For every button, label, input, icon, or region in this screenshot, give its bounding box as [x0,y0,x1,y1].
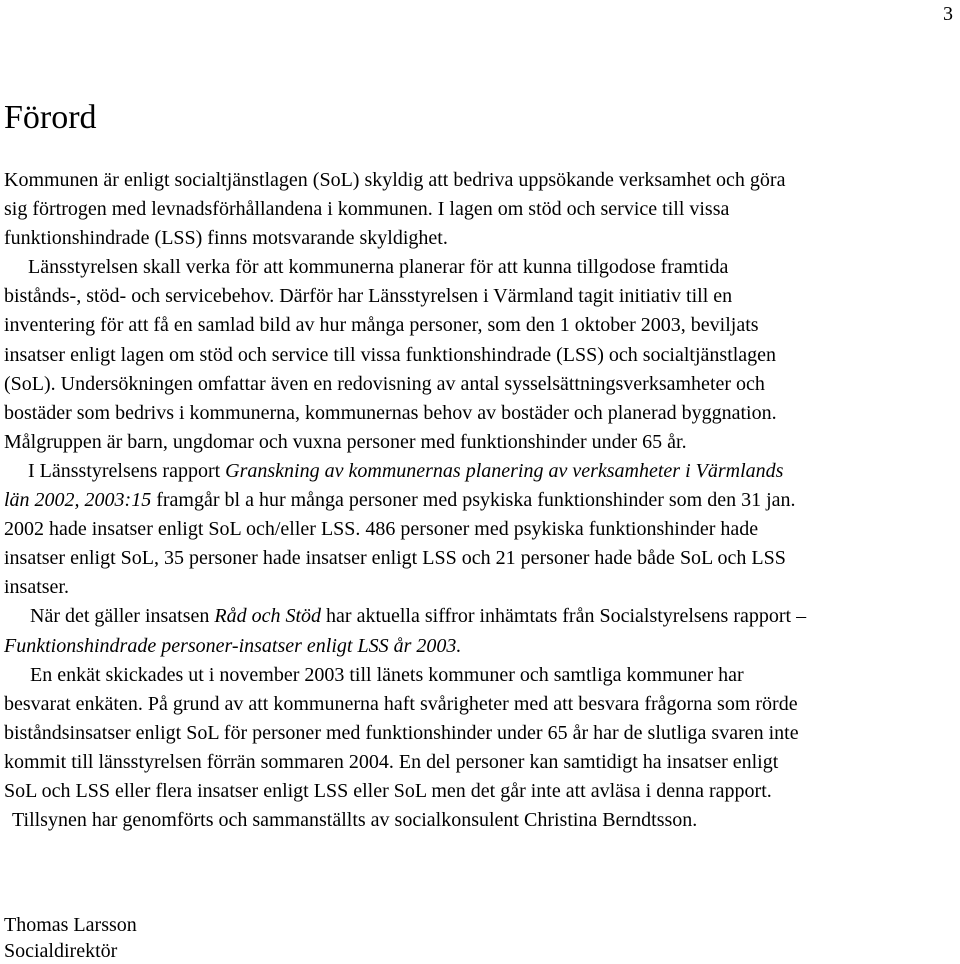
signature-role: Socialdirektör [4,940,118,962]
text-line: En enkät skickades ut i november 2003 till länets kommuner och samtliga kommuner har [30,663,744,686]
text-line: bostäder som bedrivs i kommunerna, kommunernas behov av bostäder och planerad byggnation. [4,401,777,424]
text-span: har aktuella siffror inhämtats från Socialstyrelsens rapport – [321,605,807,628]
text-line: SoL och LSS eller flera insatser enligt LSS eller SoL men det går inte att avläsa i denna rapport. [4,779,772,802]
text-line: sig förtrogen med levnadsförhållandena i kommunen. I lagen om stöd och service till vissa [4,198,730,221]
signature-name: Thomas Larsson [4,914,137,936]
page-title: Förord [4,99,97,136]
text-line: inventering för att få en samlad bild av hur många personer, som den 1 oktober 2003, beviljats [4,314,759,337]
text-line: Målgruppen är barn, ungdomar och vuxna personer med funktionshinder under 65 år. [4,430,687,453]
paragraph-enkat [4,661,958,806]
text-span: När det gäller insatsen [30,605,215,628]
signature-block [4,912,137,964]
text-line [4,602,958,631]
text-line: insatser enligt lagen om stöd och service till vissa funktionshindrade (LSS) och socialtjänstlagen [4,343,777,366]
page-number: 3 [943,3,953,25]
text-line: bistånds-, stöd- och servicebehov. Därför har Länsstyrelsen i Värmland tagit initiativ till en [4,285,733,308]
text-line: biståndsinsatser enligt SoL för personer med funktionshinder under 65 år har de slutliga svaren inte [4,721,799,744]
text-line: kommit till länsstyrelsen förrän sommaren 2004. En del personer kan samtidigt ha insatser enligt [4,750,779,773]
text-span: I Länsstyrelsens rapport [28,459,226,482]
paragraph-intro [4,166,958,253]
document-body [4,166,958,835]
text-line: insatser enligt SoL, 35 personer hade insatser enligt LSS och 21 personer hade både SoL och LSS [4,547,786,570]
paragraph-tillsynen [4,806,958,835]
insats-italic: Råd och Stöd [214,605,322,628]
report-title-italic: län 2002, 2003:15 [4,489,152,512]
text-line: Tillsynen har genomförts och sammanställts av socialkonsulent Christina Berndtsson. [12,809,698,832]
text-line: funktionshindrade (LSS) finns motsvarande skyldighet. [4,227,448,250]
text-line: insatser. [4,576,69,599]
text-line: besvarat enkäten. På grund av att kommunerna haft svårigheter med att besvara frågorna som rörde [4,692,798,715]
text-line [4,457,958,486]
text-line [4,486,958,515]
paragraph-lansstyrelsen [4,253,958,457]
text-line: (SoL). Undersökningen omfattar även en redovisning av antal sysselsättningsverksamheter och [4,372,765,395]
text-line [4,632,958,661]
paragraph-rapport [4,457,958,602]
text-line: Länsstyrelsen skall verka för att kommunerna planerar för att kunna tillgodose framtida [28,256,729,279]
text-line: Kommunen är enligt socialtjänstlagen (SoL) skyldig att bedriva uppsökande verksamhet och göra [4,169,786,191]
report-title-italic: Funktionshindrade personer-insatser enligt LSS år 2003. [4,634,462,657]
report-title-italic: Granskning av kommunernas planering av verksamheter i Värmlands [225,459,784,482]
text-span: framgår bl a hur många personer med psykiska funktionshinder som den 31 jan. [151,489,796,512]
paragraph-rad-och-stod [4,602,958,660]
text-line: 2002 hade insatser enligt SoL och/eller LSS. 486 personer med psykiska funktionshinder hade [4,518,759,541]
